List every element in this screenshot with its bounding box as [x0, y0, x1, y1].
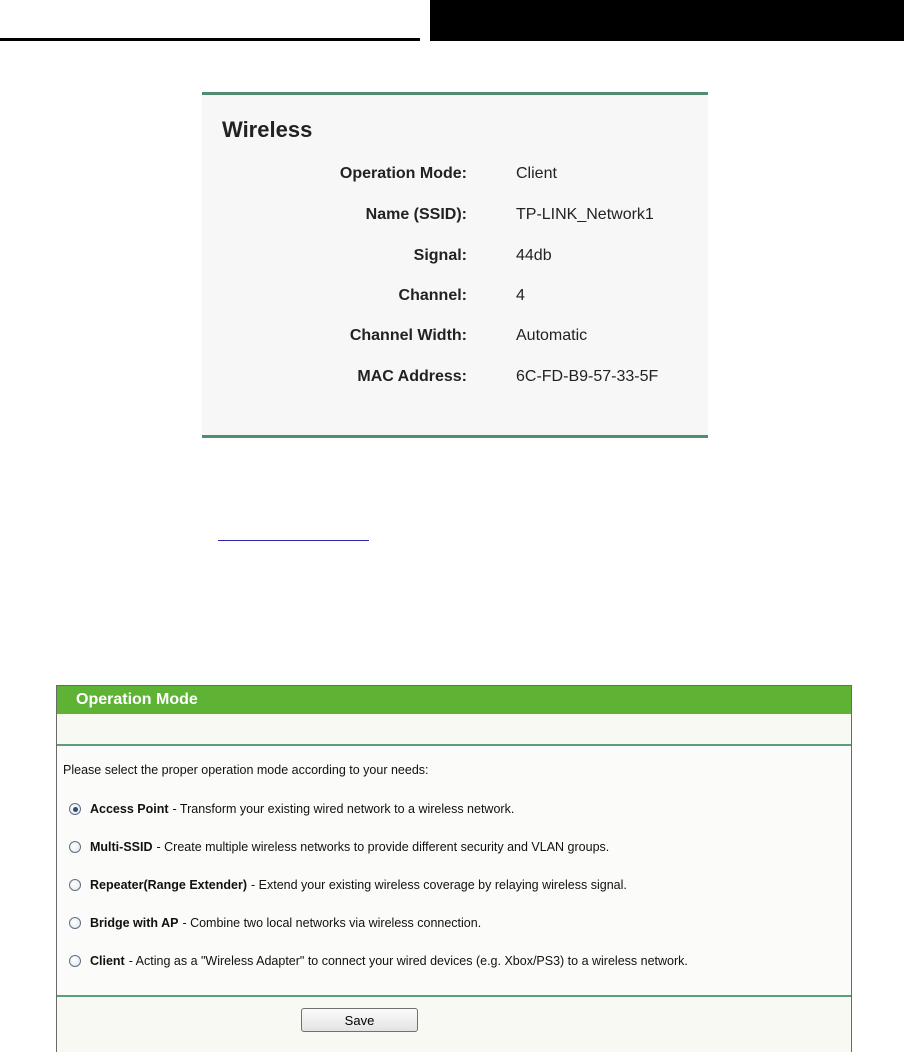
- status-label: Channel Width:: [349, 327, 467, 344]
- status-row-mac-address: [202, 368, 708, 392]
- option-multi-ssid[interactable]: [69, 837, 609, 857]
- status-label: Channel:: [398, 287, 467, 304]
- status-label: MAC Address:: [357, 368, 467, 385]
- status-label: Operation Mode:: [339, 165, 467, 182]
- status-value: Automatic: [516, 327, 588, 344]
- option-description: - Create multiple wireless networks to provide different security and VLAN groups.: [156, 840, 610, 854]
- header-rule: [0, 38, 420, 41]
- radio-bridge-with-ap[interactable]: [69, 917, 81, 929]
- header-spacer: [57, 714, 851, 744]
- wireless-status-panel: [202, 92, 708, 438]
- status-row-signal: [202, 247, 708, 271]
- status-row-channel-width: [202, 327, 708, 351]
- option-access-point[interactable]: [69, 799, 514, 819]
- hyperlink-underline[interactable]: [218, 540, 369, 541]
- option-repeater[interactable]: [69, 875, 627, 895]
- option-name: Multi-SSID: [90, 840, 153, 854]
- option-bridge-with-ap[interactable]: [69, 913, 481, 933]
- operation-mode-intro: Please select the proper operation mode according to your needs:: [63, 763, 429, 777]
- separator-line: [57, 744, 851, 746]
- option-description: - Combine two local networks via wireless connection.: [182, 916, 482, 930]
- option-name: Access Point: [90, 802, 169, 816]
- footer-bar: [57, 997, 851, 1052]
- operation-mode-header: Operation Mode: [57, 686, 851, 714]
- status-value: 4: [516, 287, 525, 304]
- header-black-bar: [430, 0, 904, 41]
- status-row-ssid: [202, 206, 708, 230]
- option-name: Client: [90, 954, 125, 968]
- save-button[interactable]: Save: [301, 1008, 418, 1032]
- option-client[interactable]: [69, 951, 688, 971]
- option-description: - Transform your existing wired network to a wireless network.: [172, 802, 515, 816]
- radio-multi-ssid[interactable]: [69, 841, 81, 853]
- status-row-operation-mode: [202, 165, 708, 189]
- status-label: Name (SSID):: [365, 206, 467, 223]
- operation-mode-panel: [56, 685, 852, 1052]
- radio-access-point[interactable]: [69, 803, 81, 815]
- radio-client[interactable]: [69, 955, 81, 967]
- status-value: TP-LINK_Network1: [516, 206, 654, 223]
- option-name: Repeater(Range Extender): [90, 878, 247, 892]
- option-name: Bridge with AP: [90, 916, 179, 930]
- status-value: 44db: [516, 247, 552, 264]
- status-value: Client: [516, 165, 557, 182]
- status-row-channel: [202, 287, 708, 311]
- radio-repeater[interactable]: [69, 879, 81, 891]
- option-description: - Extend your existing wireless coverage by relaying wireless signal.: [251, 878, 627, 892]
- option-description: - Acting as a "Wireless Adapter" to connect your wired devices (e.g. Xbox/PS3) to a wireless network.: [128, 954, 688, 968]
- status-label: Signal:: [413, 247, 467, 264]
- status-value: 6C-FD-B9-57-33-5F: [516, 368, 659, 385]
- wireless-title: Wireless: [222, 117, 313, 142]
